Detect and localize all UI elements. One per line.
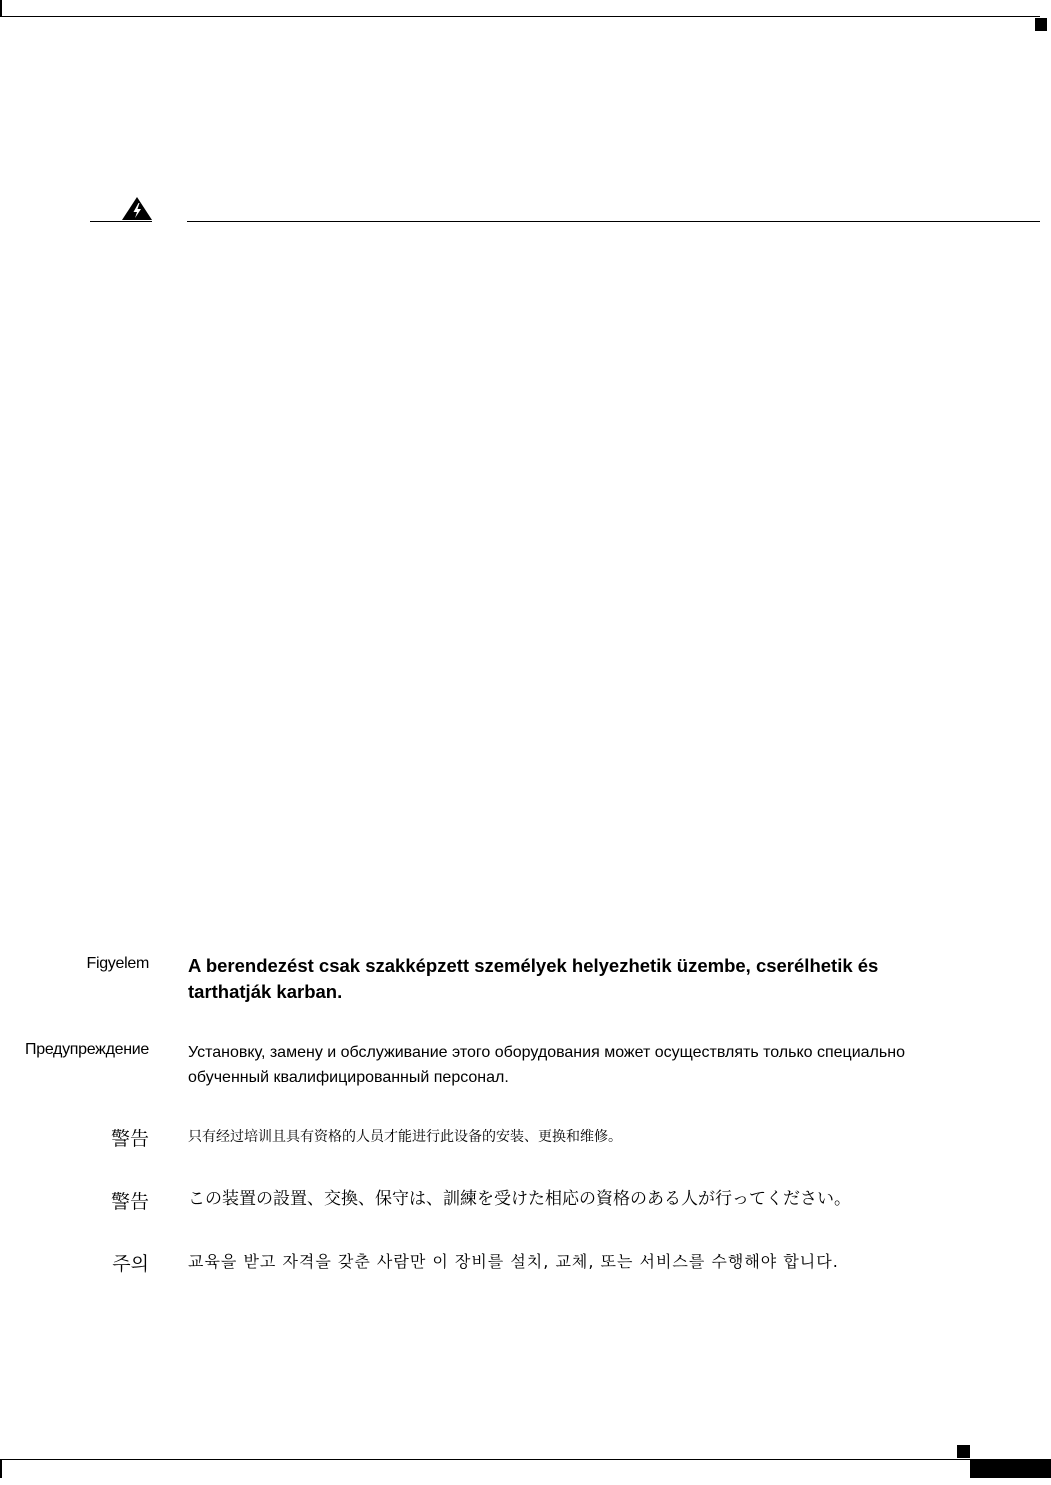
warning-text-japanese: この装置の設置、交換、保守は、訓練を受けた相応の資格のある人が行ってください。 bbox=[188, 1189, 851, 1209]
warning-triangle-icon bbox=[121, 196, 153, 222]
header-corner-mark bbox=[1035, 18, 1047, 31]
header-rule bbox=[0, 16, 1040, 17]
warning-text-hungarian: A berendezést csak szakképzett személyek helyezhetik üzembe, cserélhetik és tarthatják karban. bbox=[188, 955, 879, 1002]
warning-label-korean: 주의 bbox=[112, 1253, 149, 1275]
warning-label-chinese: 警告 bbox=[110, 1128, 149, 1150]
warning-label-japanese: 警告 bbox=[110, 1191, 149, 1213]
footer-left-tick bbox=[0, 1460, 2, 1478]
footer-page-tab bbox=[970, 1460, 1051, 1478]
footer-rule bbox=[0, 1459, 1051, 1460]
warning-text-russian: Установку, замену и обслуживание этого оборудования может осуществлять только специально обученный квалифицированный персонал. bbox=[188, 1044, 905, 1086]
warning-rule bbox=[187, 221, 1040, 222]
warning-text-chinese: 只有经过培训且具有资格的人员才能进行此设备的安装、更换和维修。 bbox=[188, 1129, 622, 1145]
header-left-tick bbox=[0, 0, 2, 17]
warning-label-russian: Предупреждение bbox=[25, 1041, 149, 1058]
warning-label-hungarian: Figyelem bbox=[86, 955, 149, 972]
footer-corner-mark bbox=[957, 1445, 970, 1458]
warning-text-korean: 교육을 받고 자격을 갖춘 사람만 이 장비를 설치, 교체, 또는 서비스를 수행해야 합니다. bbox=[188, 1252, 839, 1271]
